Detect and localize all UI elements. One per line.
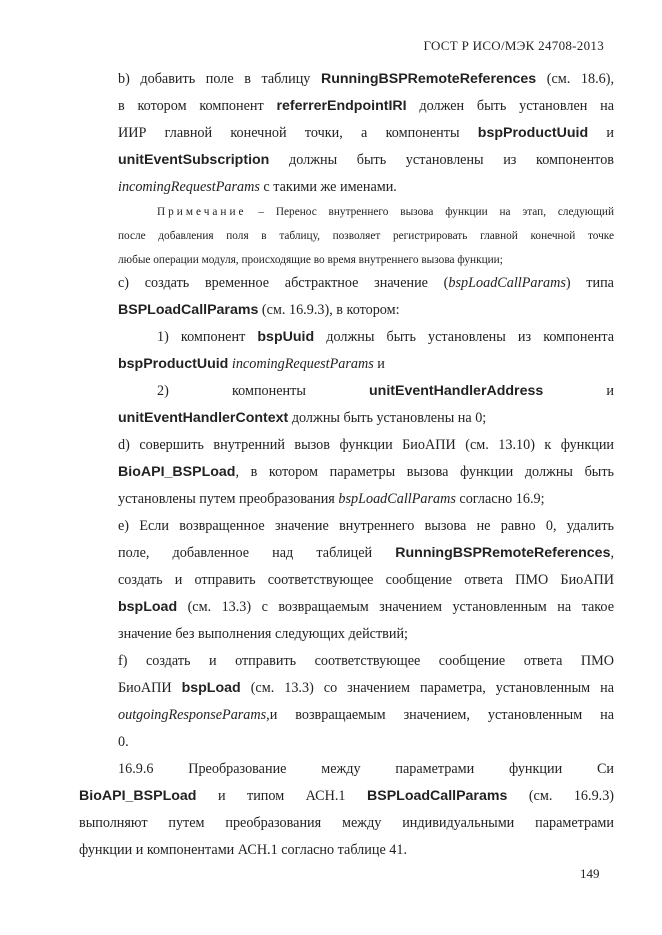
- text-line: 16.9.6 Преобразование между параметрами функции Си: [118, 761, 614, 777]
- text-line: БиоАПИ bspLoad (см. 13.3) со значением параметра, установленным на: [118, 680, 615, 696]
- code-identifier: unitEventHandlerContext: [118, 410, 289, 426]
- text-line: в котором компонент referrerEndpointIRI должен быть установлен на: [118, 98, 615, 114]
- text-line: bspLoad (см. 13.3) с возвращаемым значением установленным на такое: [118, 599, 614, 615]
- text-line: функции и компонентами АСН.1 согласно таблице 41.: [79, 842, 408, 858]
- document-header: ГОСТ Р ИСО/МЭК 24708-2013: [423, 38, 604, 53]
- code-identifier: BSPLoadCallParams: [118, 302, 259, 318]
- code-identifier: bspLoad: [181, 680, 241, 696]
- text-line: 0.: [118, 734, 129, 750]
- code-identifier: BioAPI_BSPLoad: [79, 788, 197, 804]
- text-line: установлены путем преобразования bspLoadCallParams согласно 16.9;: [118, 491, 545, 507]
- note-line: после добавления поля в таблицу, позволяет регистрировать главной конечной точке: [118, 230, 614, 242]
- note-label: Примечание: [157, 206, 247, 218]
- text-line: bspProductUuid incomingRequestParams и: [118, 356, 385, 372]
- text-line: BioAPI_BSPLoad, в котором параметры вызова функции должны быть: [118, 464, 614, 480]
- text-line: ИИР главной конечной точки, а компоненты bspProductUuid и: [118, 125, 615, 141]
- code-identifier: RunningBSPRemoteReferences: [395, 545, 611, 561]
- text-line: BioAPI_BSPLoad и типом АСН.1 BSPLoadCallParams (см. 16.9.3): [79, 788, 615, 804]
- text-line: BSPLoadCallParams (см. 16.9.3), в котором:: [118, 302, 400, 318]
- text-line: создать и отправить соответствующее сообщение ответа ПМО БиоАПИ: [118, 572, 614, 588]
- text-line: 1) компонент bspUuid должны быть установлены из компонента: [157, 329, 615, 345]
- text-line: выполняют путем преобразования между индивидуальными параметрами: [79, 815, 614, 831]
- code-identifier: unitEventSubscription: [118, 152, 270, 168]
- code-identifier: bspProductUuid: [477, 125, 589, 141]
- note-line: Примечание – Перенос внутреннего вызова функции на этап, следующий: [157, 206, 614, 218]
- text-line: f) создать и отправить соответствующее сообщение ответа ПМО: [118, 653, 614, 669]
- text-line: unitEventSubscription должны быть установлены из компонентов: [118, 152, 614, 168]
- code-identifier: bspLoad: [118, 599, 178, 615]
- text-line: unitEventHandlerContext должны быть установлены на 0;: [118, 410, 487, 426]
- text-line: c) создать временное абстрактное значение (bspLoadCallParams) типа: [118, 275, 614, 291]
- code-identifier: bspProductUuid: [118, 356, 229, 372]
- note-line: любые операции модуля, происходящие во время внутреннего вызова функции;: [118, 254, 503, 266]
- text-line: значение без выполнения следующих действий;: [118, 626, 408, 642]
- code-identifier: unitEventHandlerAddress: [369, 383, 544, 399]
- text-line: e) Если возвращенное значение внутреннего вызова не равно 0, удалить: [118, 518, 614, 534]
- code-identifier: bspUuid: [257, 329, 315, 345]
- code-identifier: BioAPI_BSPLoad: [118, 464, 236, 480]
- text-line: поле, добавленное над таблицей RunningBSPRemoteReferences,: [118, 545, 615, 561]
- text-line: 2) компоненты unitEventHandlerAddress и: [157, 383, 614, 399]
- text-line: b) добавить поле в таблицу RunningBSPRemoteReferences (см. 18.6),: [118, 71, 615, 87]
- code-identifier: referrerEndpointIRI: [276, 98, 407, 114]
- code-identifier: RunningBSPRemoteReferences: [320, 71, 537, 87]
- code-identifier: BSPLoadCallParams: [367, 788, 508, 804]
- text-line: incomingRequestParams с такими же именами.: [118, 179, 397, 195]
- text-line: outgoingResponseParams,и возвращаемым значением, установленным на: [118, 707, 614, 723]
- page-number: 149: [580, 866, 600, 881]
- text-line: d) совершить внутренний вызов функции БиоАПИ (см. 13.10) к функции: [118, 437, 614, 453]
